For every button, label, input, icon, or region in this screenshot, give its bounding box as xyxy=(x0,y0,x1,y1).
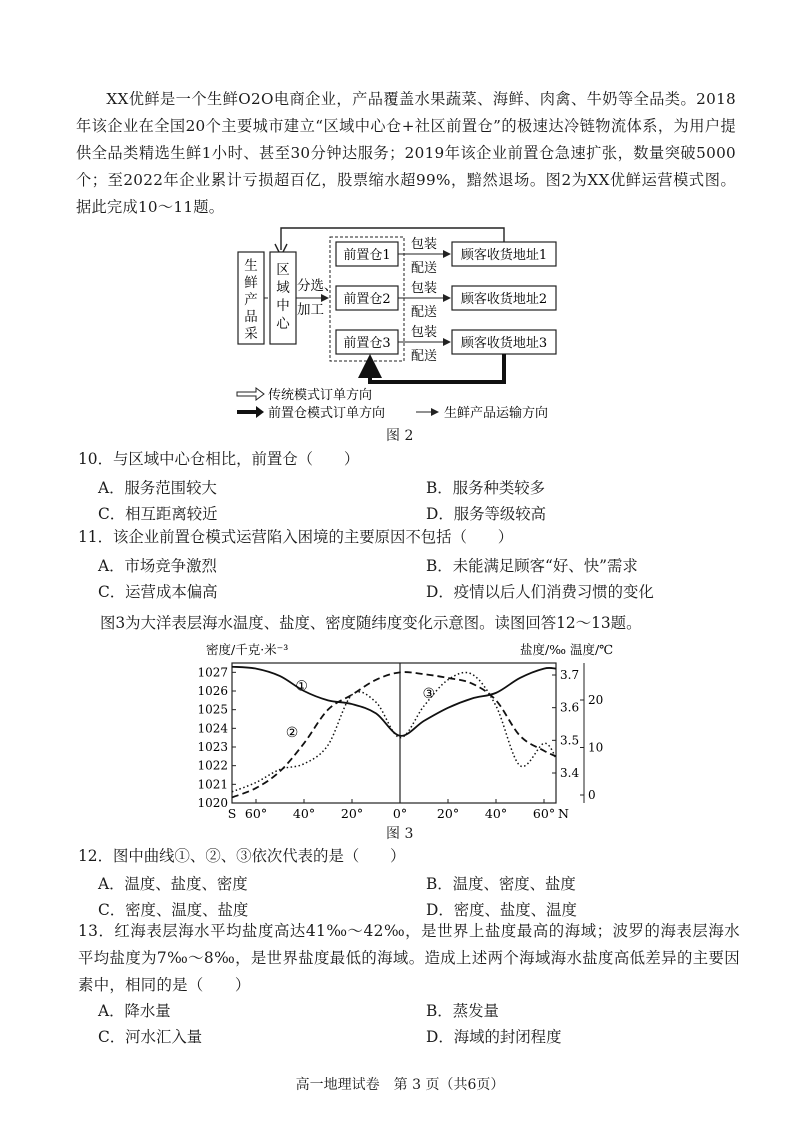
temperature-tick-label: 20 xyxy=(588,693,604,707)
customer-1-label: 顾客收货地址1 xyxy=(460,248,548,263)
density-tick-label: 1020 xyxy=(197,796,228,810)
front-warehouse-3-label: 前置仓3 xyxy=(343,336,391,351)
svg-text:心: 心 xyxy=(276,316,290,332)
svg-text:前置仓模式订单方向: 前置仓模式订单方向 xyxy=(268,406,386,421)
salinity-tick-label: 3.6 xyxy=(560,700,580,715)
svg-text:生鲜产品运输方向: 生鲜产品运输方向 xyxy=(444,406,549,421)
svg-text:区: 区 xyxy=(276,262,290,278)
bold-arrow-icon xyxy=(237,406,264,418)
svg-text:域: 域 xyxy=(276,280,290,296)
legend-traditional xyxy=(237,387,372,403)
figure2-caption: 图 2 xyxy=(386,428,414,444)
left-axis-label: 密度/千克·米⁻³ xyxy=(206,642,289,657)
q12-stem: 12．图中曲线①、②、③依次代表的是（ ） xyxy=(78,847,406,865)
q13-option-b: B．蒸发量 xyxy=(426,1002,499,1020)
right-axis-label: 盐度/‰ 温度/℃ xyxy=(520,642,614,657)
svg-text:产: 产 xyxy=(244,292,258,308)
q11-option-d: D．疫情以后人们消费习惯的变化 xyxy=(426,583,654,601)
q10-option-c: C．相互距离较近 xyxy=(98,505,218,523)
series-line-1 xyxy=(232,667,556,736)
temperature-tick-label: 10 xyxy=(588,740,604,755)
x-tick-label: 40° xyxy=(484,806,508,821)
density-tick-label: 1027 xyxy=(197,665,228,680)
figure3-chart xyxy=(0,638,800,828)
page-footer: 高一地理试卷 第 3 页（共6页） xyxy=(295,1077,505,1093)
x-tick-label: S xyxy=(227,806,237,821)
temperature-tick-label: 0 xyxy=(588,788,596,802)
svg-text:中: 中 xyxy=(276,298,290,314)
q12-option-d: D．密度、盐度、温度 xyxy=(426,901,577,919)
q12-option-c: C．密度、温度、盐度 xyxy=(98,901,249,919)
q12-option-b: B．温度、密度、盐度 xyxy=(426,875,576,893)
density-tick-label: 1025 xyxy=(197,702,228,717)
x-tick-label: 60° xyxy=(244,806,268,821)
density-tick-label: 1022 xyxy=(197,758,228,773)
q11-option-c: C．运营成本偏高 xyxy=(98,583,218,601)
q12-option-a: A．温度、盐度、密度 xyxy=(98,875,248,893)
front-warehouse-2-label: 前置仓2 xyxy=(343,292,391,307)
x-tick-label: 0° xyxy=(392,806,408,821)
pack-label-2-bottom: 配送 xyxy=(410,305,438,320)
q13-stem: 13．红海表层海水平均盐度高达41‰～42‰，是世界上盐度最高的海域；波罗的海表层海水平均盐度为7‰～8‰，是世界盐度最低的海域。造成上述两个海域海水盐度高低差异的主要因素中，相同的是（ ） xyxy=(78,922,740,994)
pack-label-2-top: 包装 xyxy=(410,281,438,296)
q10-option-b: B．服务种类较多 xyxy=(426,479,546,497)
salinity-tick-label: 3.5 xyxy=(560,733,580,748)
front-warehouse-1-label: 前置仓1 xyxy=(343,248,391,263)
q10-stem: 10．与区域中心仓相比，前置仓（ ） xyxy=(78,450,360,468)
q10-option-a: A．服务范围较大 xyxy=(98,479,217,497)
q13-option-a: A．降水量 xyxy=(98,1002,171,1020)
q13-option-c: C．河水汇入量 xyxy=(98,1028,203,1046)
x-tick-label: 20° xyxy=(340,806,364,821)
series-label-3: ③ xyxy=(422,685,436,702)
customer-3-label: 顾客收货地址3 xyxy=(460,336,548,351)
x-tick-label: 40° xyxy=(292,806,316,821)
hollow-arrow-icon xyxy=(237,388,264,400)
svg-text:采: 采 xyxy=(244,326,258,342)
pack-label-3-bottom: 配送 xyxy=(410,349,438,364)
sort-label-bottom: 加工 xyxy=(297,302,324,318)
q11-stem: 11．该企业前置仓模式运营陷入困境的主要原因不包括（ ） xyxy=(78,528,514,546)
intro-paragraph: XX优鲜是一个生鲜O2O电商企业，产品覆盖水果蔬菜、海鲜、肉禽、牛奶等全品类。2018年该企业在全国20个主要城市建立“区域中心仓+社区前置仓”的极速达冷链物流体系，为用户提供全品类精选生鲜1小时、甚至30分钟达服务；2019年该企业前置仓急速扩张，数量突破5000个；至2022年企业累计亏损超百亿，股票缩水超99%，黯然退场。图2为XX优鲜运营模式图。据此完成10～11题。 xyxy=(76,90,736,216)
legend-transport xyxy=(416,405,548,421)
x-tick-label: 20° xyxy=(436,806,460,821)
q11-option-b: B．未能满足顾客“好、快”需求 xyxy=(426,557,638,575)
salinity-tick-label: 3.4 xyxy=(560,766,580,780)
x-tick-label: 60° xyxy=(532,806,556,821)
q11-option-a: A．市场竞争激烈 xyxy=(98,557,217,575)
svg-text:鲜: 鲜 xyxy=(244,275,258,291)
svg-text:传统模式订单方向: 传统模式订单方向 xyxy=(268,388,373,403)
series-label-1: ① xyxy=(295,678,308,695)
density-tick-label: 1021 xyxy=(197,777,228,792)
customer-2-label: 顾客收货地址2 xyxy=(460,292,548,307)
sort-label-top: 分选、 xyxy=(297,278,338,294)
figure2-diagram xyxy=(0,222,800,422)
density-tick-label: 1026 xyxy=(197,684,228,698)
pack-label-1-bottom: 配送 xyxy=(410,261,438,276)
legend-front xyxy=(237,405,385,421)
salinity-tick-label: 3.7 xyxy=(560,668,580,682)
pack-label-3-top: 包装 xyxy=(410,325,438,340)
svg-text:品: 品 xyxy=(244,309,258,325)
purchase-label xyxy=(244,257,258,342)
density-tick-label: 1024 xyxy=(197,721,228,736)
series-line-2 xyxy=(232,672,556,797)
pack-label-1-top: 包装 xyxy=(410,237,438,252)
q10-option-d: D．服务等级较高 xyxy=(426,505,547,523)
svg-text:生: 生 xyxy=(244,258,258,274)
series-label-2: ② xyxy=(285,725,299,742)
q13-option-d: D．海域的封闭程度 xyxy=(426,1028,562,1046)
intro3-paragraph: 图3为大洋表层海水温度、盐度、密度随纬度变化示意图。读图回答12～13题。 xyxy=(100,614,642,632)
x-tick-label: N xyxy=(558,806,569,821)
density-tick-label: 1023 xyxy=(197,740,228,754)
figure3-caption: 图 3 xyxy=(386,826,414,842)
